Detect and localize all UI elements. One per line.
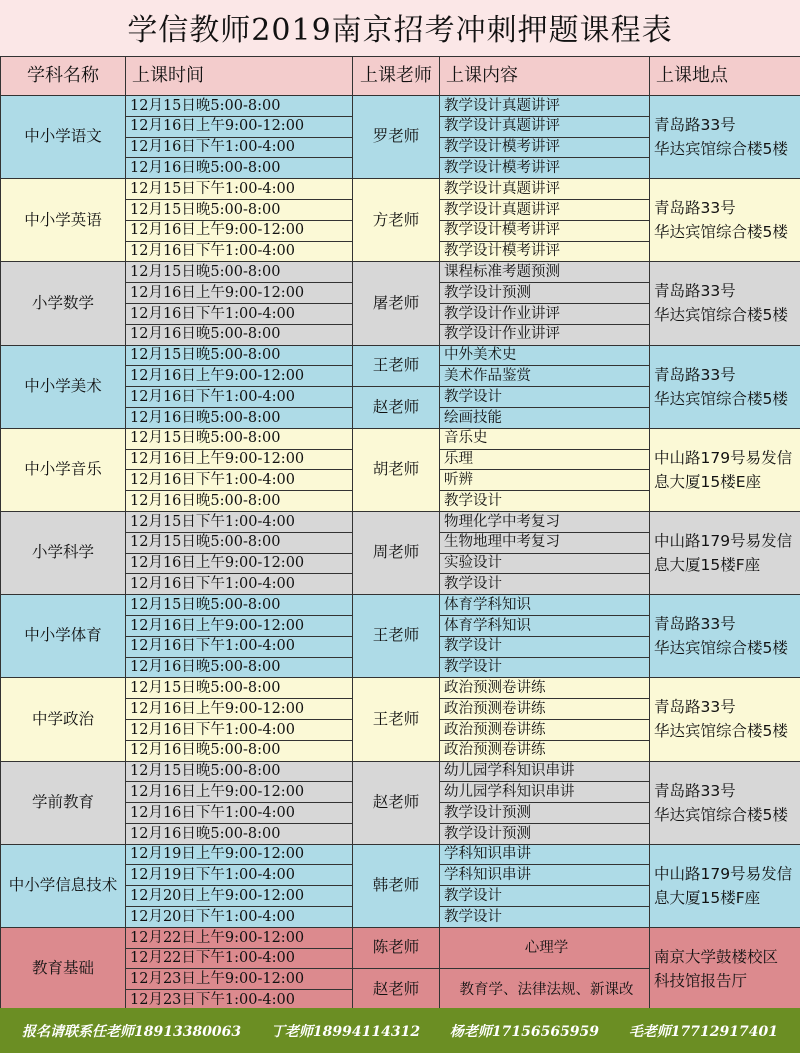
location-line: 青岛路33号 <box>654 116 736 135</box>
content-cell: 听辨 <box>440 470 650 491</box>
time-cell: 12月16日晚5:00-8:00 <box>126 740 353 761</box>
table-row <box>1 595 800 616</box>
subject-cell: 中小学英语 <box>1 179 126 262</box>
time-cell: 12月22日下午1:00-4:00 <box>126 948 353 969</box>
time-cell: 12月16日上午9:00-12:00 <box>126 220 353 241</box>
header-location: 上课地点 <box>650 57 800 96</box>
location-cell <box>650 96 800 179</box>
content-cell: 教学设计 <box>440 574 650 595</box>
table-row <box>1 345 800 366</box>
content-cell: 体育学科知识 <box>440 615 650 636</box>
header-teacher: 上课老师 <box>353 57 440 96</box>
teacher-cell: 罗老师 <box>353 96 440 179</box>
content-cell: 教学设计模考讲评 <box>440 137 650 158</box>
table-row <box>1 927 800 948</box>
content-cell: 乐理 <box>440 449 650 470</box>
location-cell <box>650 345 800 428</box>
table-row <box>1 511 800 532</box>
content-cell: 幼儿园学科知识串讲 <box>440 782 650 803</box>
time-cell: 12月16日晚5:00-8:00 <box>126 491 353 512</box>
location-line: 息大厦15楼F座 <box>654 556 761 575</box>
table-row <box>1 428 800 449</box>
time-cell: 12月16日晚5:00-8:00 <box>126 657 353 678</box>
header-time: 上课时间 <box>126 57 353 96</box>
content-cell: 教育学、法律法规、新课改 <box>440 969 650 1011</box>
time-cell: 12月16日上午9:00-12:00 <box>126 699 353 720</box>
teacher-cell: 陈老师 <box>353 927 440 969</box>
time-cell: 12月16日下午1:00-4:00 <box>126 303 353 324</box>
content-cell: 心理学 <box>440 927 650 969</box>
location-line: 华达宾馆综合楼5楼 <box>654 140 788 159</box>
location-cell <box>650 678 800 761</box>
subject-cell: 中小学语文 <box>1 96 126 179</box>
location-line: 息大厦15楼E座 <box>654 472 762 491</box>
teacher-cell: 方老师 <box>353 179 440 262</box>
location-line: 中山路179号易发信 <box>654 532 793 551</box>
time-cell: 12月15日晚5:00-8:00 <box>126 199 353 220</box>
location-line: 青岛路33号 <box>654 365 736 384</box>
time-cell: 12月16日下午1:00-4:00 <box>126 470 353 491</box>
content-cell: 学科知识串讲 <box>440 844 650 865</box>
teacher-cell: 屠老师 <box>353 262 440 345</box>
time-cell: 12月15日晚5:00-8:00 <box>126 595 353 616</box>
time-cell: 12月15日下午1:00-4:00 <box>126 179 353 200</box>
location-cell <box>650 428 800 511</box>
content-cell: 教学设计真题讲评 <box>440 199 650 220</box>
subject-cell: 小学数学 <box>1 262 126 345</box>
teacher-cell: 赵老师 <box>353 387 440 429</box>
subject-cell: 小学科学 <box>1 511 126 594</box>
time-cell: 12月15日下午1:00-4:00 <box>126 511 353 532</box>
time-cell: 12月19日上午9:00-12:00 <box>126 844 353 865</box>
contact-ding: 丁老师18994114312 <box>270 1023 421 1040</box>
location-cell <box>650 927 800 1010</box>
location-line: 青岛路33号 <box>654 199 736 218</box>
location-cell <box>650 595 800 678</box>
location-line: 华达宾馆综合楼5楼 <box>654 306 788 325</box>
subject-cell: 中小学音乐 <box>1 428 126 511</box>
time-cell: 12月15日晚5:00-8:00 <box>126 428 353 449</box>
location-line: 青岛路33号 <box>654 698 736 717</box>
content-cell: 物理化学中考复习 <box>440 511 650 532</box>
time-cell: 12月16日下午1:00-4:00 <box>126 137 353 158</box>
location-line: 青岛路33号 <box>654 615 736 634</box>
content-cell: 教学设计模考讲评 <box>440 158 650 179</box>
content-cell: 生物地理中考复习 <box>440 532 650 553</box>
time-cell: 12月16日下午1:00-4:00 <box>126 387 353 408</box>
header-row <box>1 57 800 96</box>
location-cell <box>650 761 800 844</box>
contact-mao: 毛老师17712917401 <box>628 1023 778 1040</box>
subject-cell: 中小学美术 <box>1 345 126 428</box>
content-cell: 实验设计 <box>440 553 650 574</box>
time-cell: 12月23日下午1:00-4:00 <box>126 990 353 1011</box>
table-row <box>1 262 800 283</box>
content-cell: 绘画技能 <box>440 407 650 428</box>
teacher-cell: 王老师 <box>353 595 440 678</box>
location-line: 华达宾馆综合楼5楼 <box>654 722 788 741</box>
time-cell: 12月15日晚5:00-8:00 <box>126 761 353 782</box>
table-row <box>1 761 800 782</box>
time-cell: 12月20日下午1:00-4:00 <box>126 907 353 928</box>
location-cell <box>650 262 800 345</box>
header-subject: 学科名称 <box>1 57 126 96</box>
content-cell: 教学设计真题讲评 <box>440 96 650 117</box>
subject-cell: 中小学体育 <box>1 595 126 678</box>
time-cell: 12月16日晚5:00-8:00 <box>126 324 353 345</box>
time-cell: 12月23日上午9:00-12:00 <box>126 969 353 990</box>
content-cell: 课程标准考题预测 <box>440 262 650 283</box>
time-cell: 12月16日下午1:00-4:00 <box>126 803 353 824</box>
content-cell: 教学设计预测 <box>440 803 650 824</box>
table-row <box>1 179 800 200</box>
content-cell: 中外美术史 <box>440 345 650 366</box>
time-cell: 12月16日下午1:00-4:00 <box>126 241 353 262</box>
location-line: 中山路179号易发信 <box>654 448 793 467</box>
location-line: 中山路179号易发信 <box>654 864 793 883</box>
time-cell: 12月16日下午1:00-4:00 <box>126 719 353 740</box>
time-cell: 12月16日下午1:00-4:00 <box>126 574 353 595</box>
time-cell: 12月15日晚5:00-8:00 <box>126 96 353 117</box>
time-cell: 12月16日晚5:00-8:00 <box>126 407 353 428</box>
content-cell: 政治预测卷讲练 <box>440 699 650 720</box>
content-cell: 教学设计 <box>440 886 650 907</box>
content-cell: 教学设计预测 <box>440 823 650 844</box>
teacher-cell: 赵老师 <box>353 969 440 1011</box>
content-cell: 教学设计 <box>440 636 650 657</box>
content-cell: 政治预测卷讲练 <box>440 719 650 740</box>
content-cell: 教学设计预测 <box>440 283 650 304</box>
content-cell: 体育学科知识 <box>440 595 650 616</box>
table-row <box>1 678 800 699</box>
content-cell: 教学设计模考讲评 <box>440 220 650 241</box>
content-cell: 学科知识串讲 <box>440 865 650 886</box>
time-cell: 12月15日晚5:00-8:00 <box>126 345 353 366</box>
time-cell: 12月15日晚5:00-8:00 <box>126 678 353 699</box>
content-cell: 音乐史 <box>440 428 650 449</box>
time-cell: 12月16日上午9:00-12:00 <box>126 366 353 387</box>
location-line: 华达宾馆综合楼5楼 <box>654 805 788 824</box>
page-title: 学信教师2019南京招考冲刺押题课程表 <box>127 13 673 48</box>
content-cell: 教学设计真题讲评 <box>440 179 650 200</box>
teacher-cell: 周老师 <box>353 511 440 594</box>
content-cell: 政治预测卷讲练 <box>440 740 650 761</box>
time-cell: 12月16日下午1:00-4:00 <box>126 636 353 657</box>
time-cell: 12月15日晚5:00-8:00 <box>126 262 353 283</box>
contact-yang: 杨老师17156565959 <box>449 1023 600 1040</box>
time-cell: 12月19日下午1:00-4:00 <box>126 865 353 886</box>
contact-footer <box>0 1008 800 1053</box>
content-cell: 教学设计 <box>440 657 650 678</box>
time-cell: 12月16日晚5:00-8:00 <box>126 158 353 179</box>
subject-cell: 中学政治 <box>1 678 126 761</box>
time-cell: 12月16日晚5:00-8:00 <box>126 823 353 844</box>
time-cell: 12月16日上午9:00-12:00 <box>126 116 353 137</box>
location-line: 息大厦15楼F座 <box>654 888 761 907</box>
location-cell <box>650 844 800 927</box>
location-cell <box>650 511 800 594</box>
content-cell: 教学设计真题讲评 <box>440 116 650 137</box>
subject-cell: 学前教育 <box>1 761 126 844</box>
content-cell: 政治预测卷讲练 <box>440 678 650 699</box>
location-cell <box>650 179 800 262</box>
content-cell: 教学设计 <box>440 387 650 408</box>
subject-cell: 中小学信息技术 <box>1 844 126 927</box>
time-cell: 12月16日上午9:00-12:00 <box>126 449 353 470</box>
header-content: 上课内容 <box>440 57 650 96</box>
time-cell: 12月20日上午9:00-12:00 <box>126 886 353 907</box>
location-line: 华达宾馆综合楼5楼 <box>654 223 788 242</box>
schedule-table <box>0 56 800 1011</box>
teacher-cell: 赵老师 <box>353 761 440 844</box>
time-cell: 12月22日上午9:00-12:00 <box>126 927 353 948</box>
teacher-cell: 王老师 <box>353 678 440 761</box>
location-line: 南京大学鼓楼校区 <box>654 947 779 966</box>
table-row <box>1 844 800 865</box>
contact-ren: 报名请联系任老师18913380063 <box>22 1023 242 1040</box>
subject-cell: 教育基础 <box>1 927 126 1010</box>
content-cell: 幼儿园学科知识串讲 <box>440 761 650 782</box>
location-line: 科技馆报告厅 <box>654 971 748 990</box>
content-cell: 教学设计 <box>440 907 650 928</box>
location-line: 华达宾馆综合楼5楼 <box>654 389 788 408</box>
content-cell: 教学设计 <box>440 491 650 512</box>
time-cell: 12月16日上午9:00-12:00 <box>126 553 353 574</box>
content-cell: 教学设计作业讲评 <box>440 303 650 324</box>
content-cell: 教学设计作业讲评 <box>440 324 650 345</box>
time-cell: 12月16日上午9:00-12:00 <box>126 283 353 304</box>
time-cell: 12月16日上午9:00-12:00 <box>126 615 353 636</box>
teacher-cell: 胡老师 <box>353 428 440 511</box>
teacher-cell: 韩老师 <box>353 844 440 927</box>
time-cell: 12月15日晚5:00-8:00 <box>126 532 353 553</box>
content-cell: 美术作品鉴赏 <box>440 366 650 387</box>
time-cell: 12月16日上午9:00-12:00 <box>126 782 353 803</box>
location-line: 青岛路33号 <box>654 282 736 301</box>
content-cell: 教学设计模考讲评 <box>440 241 650 262</box>
location-line: 青岛路33号 <box>654 781 736 800</box>
teacher-cell: 王老师 <box>353 345 440 387</box>
location-line: 华达宾馆综合楼5楼 <box>654 639 788 658</box>
table-row <box>1 96 800 117</box>
